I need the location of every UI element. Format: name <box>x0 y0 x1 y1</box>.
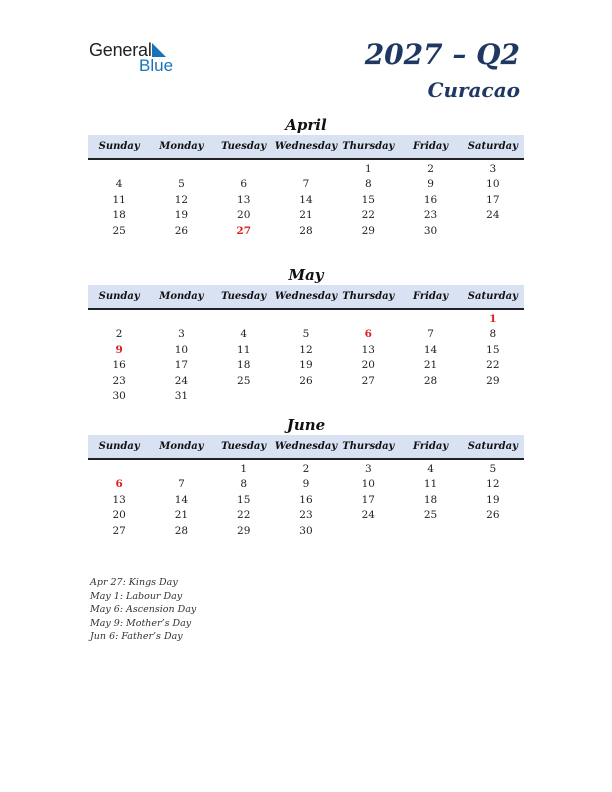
day-cell: 2 <box>427 163 434 175</box>
weekday-label: Tuesday <box>221 141 267 152</box>
holiday-notes <box>90 576 196 644</box>
day-cell: 5 <box>302 328 310 341</box>
week-row <box>88 193 524 208</box>
day-cell: 27 <box>361 374 375 387</box>
week-row <box>88 477 524 492</box>
weekday-label: Wednesday <box>274 291 338 302</box>
day-cell: 19 <box>299 359 313 372</box>
day-cell: 23 <box>299 509 313 522</box>
day-cell: 18 <box>112 209 126 222</box>
week-row <box>88 493 524 508</box>
holiday-day-cell: 1 <box>489 313 497 325</box>
calendar-grid <box>88 460 524 539</box>
day-cell: 22 <box>486 359 500 372</box>
empty-day-cell <box>399 524 461 539</box>
day-cell: 19 <box>174 209 189 222</box>
holiday-note: Apr 27: Kings Day <box>90 577 178 588</box>
week-row <box>88 524 524 539</box>
day-cell: 5 <box>178 178 185 191</box>
holiday-day-cell: 6 <box>364 328 372 341</box>
day-cell: 20 <box>237 209 251 222</box>
weekday-label: Friday <box>412 441 449 452</box>
calendar-grid <box>88 160 524 239</box>
empty-day-cell <box>88 462 150 477</box>
day-cell: 13 <box>112 493 126 506</box>
day-cell: 7 <box>427 328 434 341</box>
day-cell: 14 <box>299 193 313 206</box>
empty-day-cell <box>462 389 524 404</box>
day-cell: 22 <box>237 509 251 522</box>
day-cell: 17 <box>361 493 375 506</box>
day-cell: 2 <box>115 328 123 341</box>
weekday-label: Sunday <box>98 141 140 152</box>
day-cell: 7 <box>302 178 310 191</box>
weekday-label: Monday <box>159 291 204 302</box>
weekday-label: Monday <box>159 441 204 452</box>
empty-day-cell <box>462 224 524 239</box>
day-cell: 17 <box>174 359 189 372</box>
week-row <box>88 389 524 404</box>
week-row <box>88 462 524 477</box>
day-cell: 13 <box>237 193 251 206</box>
weekday-label: Sunday <box>98 441 140 452</box>
day-cell: 11 <box>112 193 126 206</box>
week-row <box>88 374 524 389</box>
day-cell: 10 <box>486 178 500 191</box>
day-cell: 30 <box>112 389 126 402</box>
day-cell: 8 <box>364 178 372 191</box>
day-cell: 28 <box>299 224 313 237</box>
empty-day-cell <box>275 312 337 327</box>
day-cell: 7 <box>178 478 185 491</box>
weekday-label: Saturday <box>467 291 518 302</box>
holiday-note: Jun 6: Father’s Day <box>90 631 183 642</box>
week-row <box>88 312 524 327</box>
weekday-label: Thursday <box>342 291 395 302</box>
empty-day-cell <box>88 312 150 327</box>
month-name: May <box>288 266 324 284</box>
day-cell: 15 <box>237 493 251 506</box>
day-cell: 19 <box>486 493 500 506</box>
empty-day-cell <box>399 389 461 404</box>
holiday-note: May 1: Labour Day <box>90 590 183 602</box>
day-cell: 16 <box>299 493 313 506</box>
day-cell: 30 <box>423 224 438 237</box>
day-cell: 12 <box>174 193 189 206</box>
page-title: 2027 – Q2 <box>364 38 520 71</box>
day-cell: 22 <box>361 209 375 222</box>
day-cell: 16 <box>423 193 438 206</box>
week-row <box>88 327 524 342</box>
weekday-label: Wednesday <box>274 141 338 152</box>
day-cell: 26 <box>174 224 189 237</box>
day-cell: 15 <box>361 193 375 206</box>
day-cell: 20 <box>361 359 375 372</box>
day-cell: 9 <box>302 478 310 491</box>
empty-day-cell <box>213 312 275 327</box>
empty-day-cell <box>88 162 150 177</box>
weekday-label: Wednesday <box>274 441 338 452</box>
day-cell: 14 <box>174 493 189 506</box>
day-cell: 1 <box>364 163 372 175</box>
weekday-label: Friday <box>412 291 449 302</box>
holiday-day-cell: 9 <box>115 343 123 356</box>
day-cell: 13 <box>361 343 375 356</box>
week-row <box>88 508 524 523</box>
week-row <box>88 177 524 192</box>
day-cell: 3 <box>364 463 372 475</box>
day-cell: 16 <box>112 359 126 372</box>
day-cell: 31 <box>174 389 189 402</box>
weekday-header <box>88 285 524 310</box>
weekday-label: Sunday <box>98 291 140 302</box>
weekday-label: Thursday <box>342 141 395 152</box>
day-cell: 28 <box>174 524 189 537</box>
holiday-day-cell: 6 <box>115 478 123 491</box>
day-cell: 3 <box>489 163 497 175</box>
day-cell: 27 <box>112 524 126 537</box>
day-cell: 8 <box>489 328 497 341</box>
empty-day-cell <box>337 389 399 404</box>
day-cell: 20 <box>112 509 126 522</box>
day-cell: 9 <box>427 178 434 191</box>
day-cell: 26 <box>486 509 500 522</box>
day-cell: 25 <box>423 509 438 522</box>
day-cell: 23 <box>112 374 126 387</box>
holiday-note: May 9: Mother’s Day <box>90 617 192 629</box>
day-cell: 14 <box>423 343 438 356</box>
day-cell: 10 <box>174 343 189 356</box>
day-cell: 24 <box>486 209 500 222</box>
day-cell: 24 <box>361 509 375 522</box>
day-cell: 17 <box>486 193 500 206</box>
weekday-label: Saturday <box>467 141 518 152</box>
weekday-header <box>88 135 524 160</box>
day-cell: 24 <box>174 374 189 387</box>
day-cell: 15 <box>486 343 500 356</box>
empty-day-cell <box>399 312 461 327</box>
day-cell: 3 <box>178 328 185 341</box>
day-cell: 29 <box>361 224 375 237</box>
day-cell: 18 <box>237 359 251 372</box>
day-cell: 29 <box>486 374 500 387</box>
week-row <box>88 224 524 239</box>
day-cell: 11 <box>237 343 251 356</box>
month-name: April <box>285 116 327 134</box>
day-cell: 21 <box>174 509 189 522</box>
logo-text-general: General <box>89 40 152 60</box>
day-cell: 12 <box>299 343 313 356</box>
page-subtitle: Curacao <box>427 78 520 102</box>
day-cell: 5 <box>489 463 497 475</box>
day-cell: 26 <box>299 374 313 387</box>
empty-day-cell <box>213 389 275 404</box>
day-cell: 1 <box>240 463 248 475</box>
day-cell: 10 <box>361 478 375 491</box>
week-row <box>88 208 524 223</box>
day-cell: 29 <box>237 524 251 537</box>
weekday-label: Thursday <box>342 441 395 452</box>
month-may <box>88 265 524 404</box>
day-cell: 4 <box>427 463 434 475</box>
weekday-label: Tuesday <box>221 291 267 302</box>
empty-day-cell <box>213 162 275 177</box>
month-june <box>88 415 524 539</box>
logo-text-blue: Blue <box>139 56 174 75</box>
day-cell: 8 <box>240 478 248 491</box>
day-cell: 4 <box>115 178 123 191</box>
empty-day-cell <box>337 524 399 539</box>
empty-day-cell <box>462 524 524 539</box>
day-cell: 12 <box>486 478 500 491</box>
logo-triangle-icon <box>152 43 166 57</box>
empty-day-cell <box>275 389 337 404</box>
week-row <box>88 343 524 358</box>
day-cell: 11 <box>423 478 438 491</box>
day-cell: 23 <box>423 209 438 222</box>
weekday-label: Saturday <box>467 441 518 452</box>
empty-day-cell <box>150 462 212 477</box>
day-cell: 6 <box>240 178 248 191</box>
day-cell: 28 <box>423 374 438 387</box>
weekday-label: Monday <box>159 141 204 152</box>
day-cell: 21 <box>423 359 438 372</box>
holiday-day-cell: 27 <box>236 224 252 237</box>
day-cell: 2 <box>302 463 310 475</box>
day-cell: 18 <box>423 493 438 506</box>
holiday-note: May 6: Ascension Day <box>90 604 197 615</box>
weekday-header <box>88 435 524 460</box>
day-cell: 30 <box>299 524 313 537</box>
weekday-label: Tuesday <box>221 441 267 452</box>
day-cell: 25 <box>112 224 126 237</box>
week-row <box>88 162 524 177</box>
month-name: June <box>286 416 326 434</box>
empty-day-cell <box>150 162 212 177</box>
day-cell: 25 <box>237 374 251 387</box>
day-cell: 4 <box>240 328 248 341</box>
week-row <box>88 358 524 373</box>
empty-day-cell <box>337 312 399 327</box>
generalblue-logo <box>89 40 189 76</box>
calendar-grid <box>88 310 524 404</box>
empty-day-cell <box>150 312 212 327</box>
weekday-label: Friday <box>412 141 449 152</box>
empty-day-cell <box>275 162 337 177</box>
month-april <box>88 115 524 239</box>
day-cell: 21 <box>299 209 313 222</box>
